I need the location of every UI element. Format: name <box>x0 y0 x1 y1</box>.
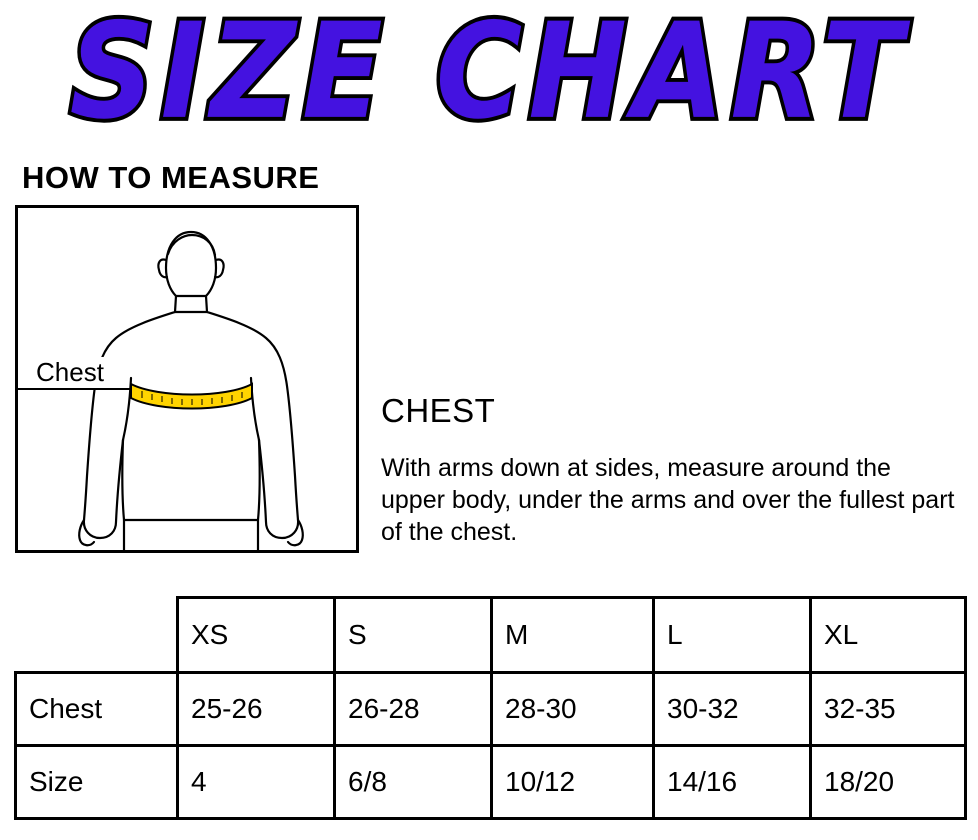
cell-size-xl: 18/20 <box>811 746 966 819</box>
page-title-container <box>0 0 978 149</box>
column-header-xs: XS <box>178 598 335 673</box>
table-corner-cell <box>16 598 178 673</box>
cell-chest-l: 30-32 <box>654 673 811 746</box>
column-header-l: L <box>654 598 811 673</box>
column-header-m: M <box>492 598 654 673</box>
cell-chest-s: 26-28 <box>335 673 492 746</box>
how-to-measure-heading: HOW TO MEASURE <box>22 160 320 195</box>
cell-size-s: 6/8 <box>335 746 492 819</box>
size-table <box>14 596 967 820</box>
page-title: SIZE CHART <box>69 0 909 149</box>
cell-size-xs: 4 <box>178 746 335 819</box>
column-header-xl: XL <box>811 598 966 673</box>
tape-measure-graphic <box>131 384 252 409</box>
cell-size-m: 10/12 <box>492 746 654 819</box>
column-header-s: S <box>335 598 492 673</box>
cell-size-l: 14/16 <box>654 746 811 819</box>
cell-chest-m: 28-30 <box>492 673 654 746</box>
chest-callout-label: Chest <box>33 357 107 388</box>
table-header-row <box>16 598 966 673</box>
table-row <box>16 746 966 819</box>
instruction-body: With arms down at sides, measure around the upper body, under the arms and over the fullest part of the chest. <box>381 454 955 546</box>
cell-chest-xl: 32-35 <box>811 673 966 746</box>
row-label-chest: Chest <box>16 673 178 746</box>
cell-chest-xs: 25-26 <box>178 673 335 746</box>
instruction-heading: CHEST <box>381 392 496 429</box>
row-label-size: Size <box>16 746 178 819</box>
table-row <box>16 673 966 746</box>
